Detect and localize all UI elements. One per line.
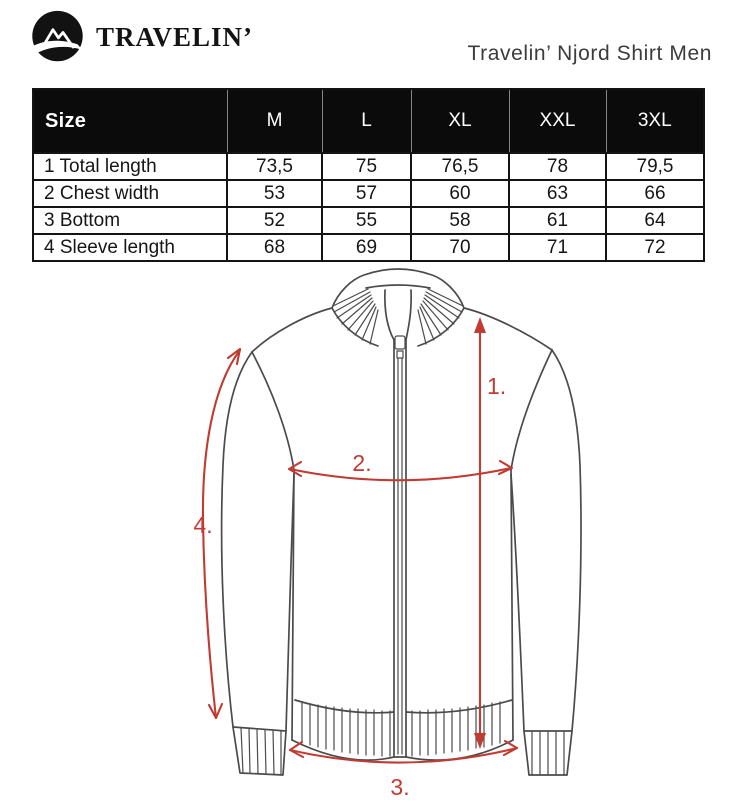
size-value: 52 (227, 207, 322, 234)
jacket-drawing (222, 269, 581, 775)
zipper-slider (395, 336, 405, 349)
size-value: 73,5 (227, 153, 322, 180)
size-value: 71 (509, 234, 606, 261)
size-value: 68 (227, 234, 322, 261)
column-header-m: M (227, 89, 322, 153)
size-value: 69 (322, 234, 411, 261)
column-header-l: L (322, 89, 411, 153)
brand-name: TRAVELIN’ (96, 21, 254, 52)
right-cuff-rib-lines (532, 732, 564, 775)
size-value: 70 (411, 234, 509, 261)
column-header-xl: XL (411, 89, 509, 153)
marker-3-label: 3. (390, 774, 410, 800)
size-value: 58 (411, 207, 509, 234)
size-value: 76,5 (411, 153, 509, 180)
left-cuff-rib-lines (241, 728, 281, 775)
size-value: 63 (509, 180, 606, 207)
arrow-chest-width (289, 450, 512, 480)
size-value: 64 (606, 207, 704, 234)
size-value: 53 (227, 180, 322, 207)
size-value: 55 (322, 207, 411, 234)
zipper (394, 340, 406, 757)
product-title: Travelin’ Njord Shirt Men (467, 42, 712, 65)
row-label: 3 Bottom (33, 207, 227, 234)
size-value: 79,5 (606, 153, 704, 180)
size-value: 57 (322, 180, 411, 207)
row-label: 2 Chest width (33, 180, 227, 207)
column-header-3xl: 3XL (606, 89, 704, 153)
marker-2-label: 2. (352, 450, 372, 476)
arrow-total-length (474, 317, 506, 749)
zipper-pull (397, 351, 403, 358)
column-header-xxl: XXL (509, 89, 606, 153)
size-value: 61 (509, 207, 606, 234)
size-value: 75 (322, 153, 411, 180)
arrow-bottom-width (290, 741, 517, 800)
size-value: 72 (606, 234, 704, 261)
arrow-sleeve-length (193, 349, 240, 718)
row-label: 4 Sleeve length (33, 234, 227, 261)
marker-4-label: 4. (193, 512, 213, 538)
size-value: 78 (509, 153, 606, 180)
marker-1-label: 1. (487, 373, 507, 399)
column-header-size: Size (33, 89, 227, 153)
size-value: 60 (411, 180, 509, 207)
size-value: 66 (606, 180, 704, 207)
row-label: 1 Total length (33, 153, 227, 180)
